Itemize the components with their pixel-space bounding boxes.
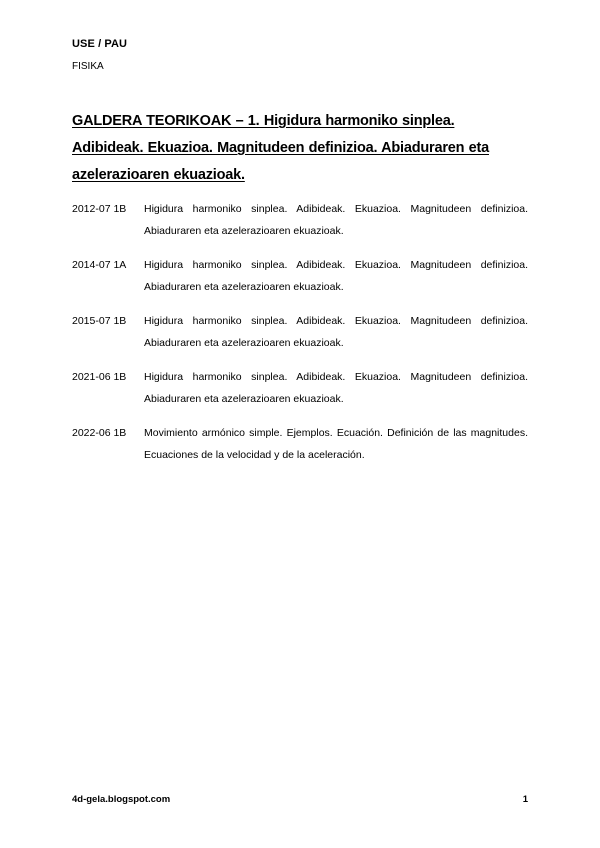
- exam-code: 2022-06 1B: [72, 427, 127, 439]
- list-item: [72, 310, 528, 354]
- section-title: GALDERA TEORIKOAK – 1. Higidura harmoniko sinplea. Adibideak. Ekuazioa. Magnitudeen definizioa. Abiaduraren eta azelerazioaren ekuazioak.: [72, 113, 489, 183]
- question-text: Movimiento armónico simple. Ejemplos. Ecuación. Definición de las magnitudes. Ecuaciones de la velocidad y de la aceleración.: [144, 427, 528, 461]
- question-text: Higidura harmoniko sinplea. Adibideak. Ekuazioa. Magnitudeen definizioa. Abiaduraren eta azelerazioaren ekuazioak.: [144, 203, 528, 237]
- exam-code: 2014-07 1A: [72, 259, 127, 271]
- exam-question-list: [72, 198, 528, 478]
- list-item: [72, 198, 528, 242]
- page-number: 1: [522, 794, 528, 805]
- list-item: [72, 254, 528, 298]
- header-subject: FISIKA: [72, 61, 104, 72]
- exam-code: 2015-07 1B: [72, 315, 127, 327]
- footer-url: 4d-gela.blogspot.com: [72, 794, 171, 805]
- exam-code: 2012-07 1B: [72, 203, 127, 215]
- exam-code: 2021-06 1B: [72, 371, 127, 383]
- list-item: [72, 422, 528, 466]
- question-text: Higidura harmoniko sinplea. Adibideak. Ekuazioa. Magnitudeen definizioa. Abiaduraren eta azelerazioaren ekuazioak.: [144, 315, 528, 349]
- question-text: Higidura harmoniko sinplea. Adibideak. Ekuazioa. Magnitudeen definizioa. Abiaduraren eta azelerazioaren ekuazioak.: [144, 259, 528, 293]
- question-text: Higidura harmoniko sinplea. Adibideak. Ekuazioa. Magnitudeen definizioa. Abiaduraren eta azelerazioaren ekuazioak.: [144, 371, 528, 405]
- list-item: [72, 366, 528, 410]
- header-title: USE / PAU: [72, 38, 128, 50]
